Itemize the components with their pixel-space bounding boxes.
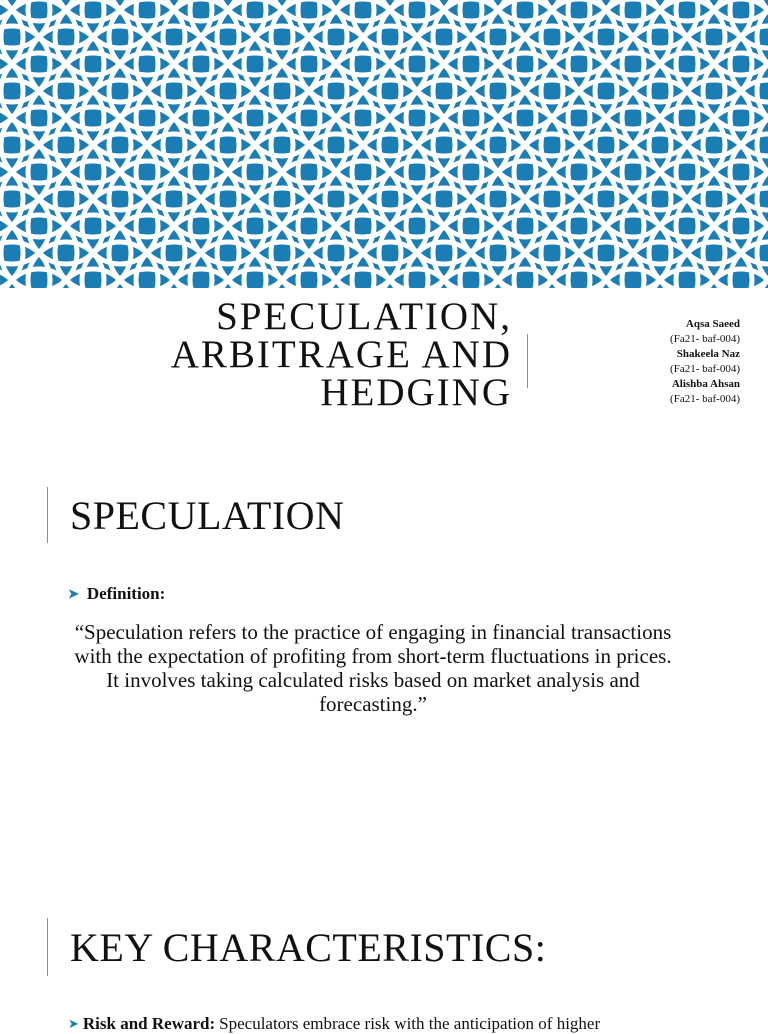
- bullet-label: Risk and Reward:: [82, 1014, 216, 1033]
- definition-bullet: [68, 584, 165, 604]
- author-name: Aqsa Saeed: [685, 318, 740, 330]
- arrow-bullet-icon: ➤: [68, 586, 79, 601]
- cover-banner: [0, 0, 768, 288]
- circle-pattern-graphic: [0, 0, 768, 288]
- title-divider: [527, 334, 528, 388]
- author-id: (Fa21- baf-004): [670, 363, 740, 375]
- author-name: Shakeela Naz: [676, 348, 740, 360]
- cover-title-line: ARBITRAGE AND: [170, 333, 512, 376]
- cover-title-line: HEDGING: [320, 371, 512, 414]
- bullet-label: Definition:: [86, 584, 166, 603]
- section-accent-bar: [47, 918, 48, 976]
- definition-quote: “Speculation refers to the practice of engaging in financial transactions with the expectation of profiting from short-term fluctuations in prices. It involves taking calculated risks based on market analysis and forecasting.”: [74, 620, 672, 716]
- cover-title-line: SPECULATION,: [216, 295, 512, 338]
- slide-title-key-characteristics: KEY CHARACTERISTICS:: [70, 925, 547, 970]
- bullet-text: Speculators embrace risk with the anticipation of higher: [219, 1014, 601, 1033]
- characteristic-bullet: [68, 1014, 600, 1034]
- author-id: (Fa21- baf-004): [670, 333, 740, 345]
- cover-title: [170, 295, 512, 414]
- author-list: [670, 317, 740, 407]
- author-id: (Fa21- baf-004): [670, 393, 740, 405]
- slide-title-speculation: SPECULATION: [70, 493, 345, 538]
- author-name: Alishba Ahsan: [671, 378, 740, 390]
- arrow-bullet-icon: ➤: [68, 1016, 79, 1031]
- section-accent-bar: [47, 487, 48, 543]
